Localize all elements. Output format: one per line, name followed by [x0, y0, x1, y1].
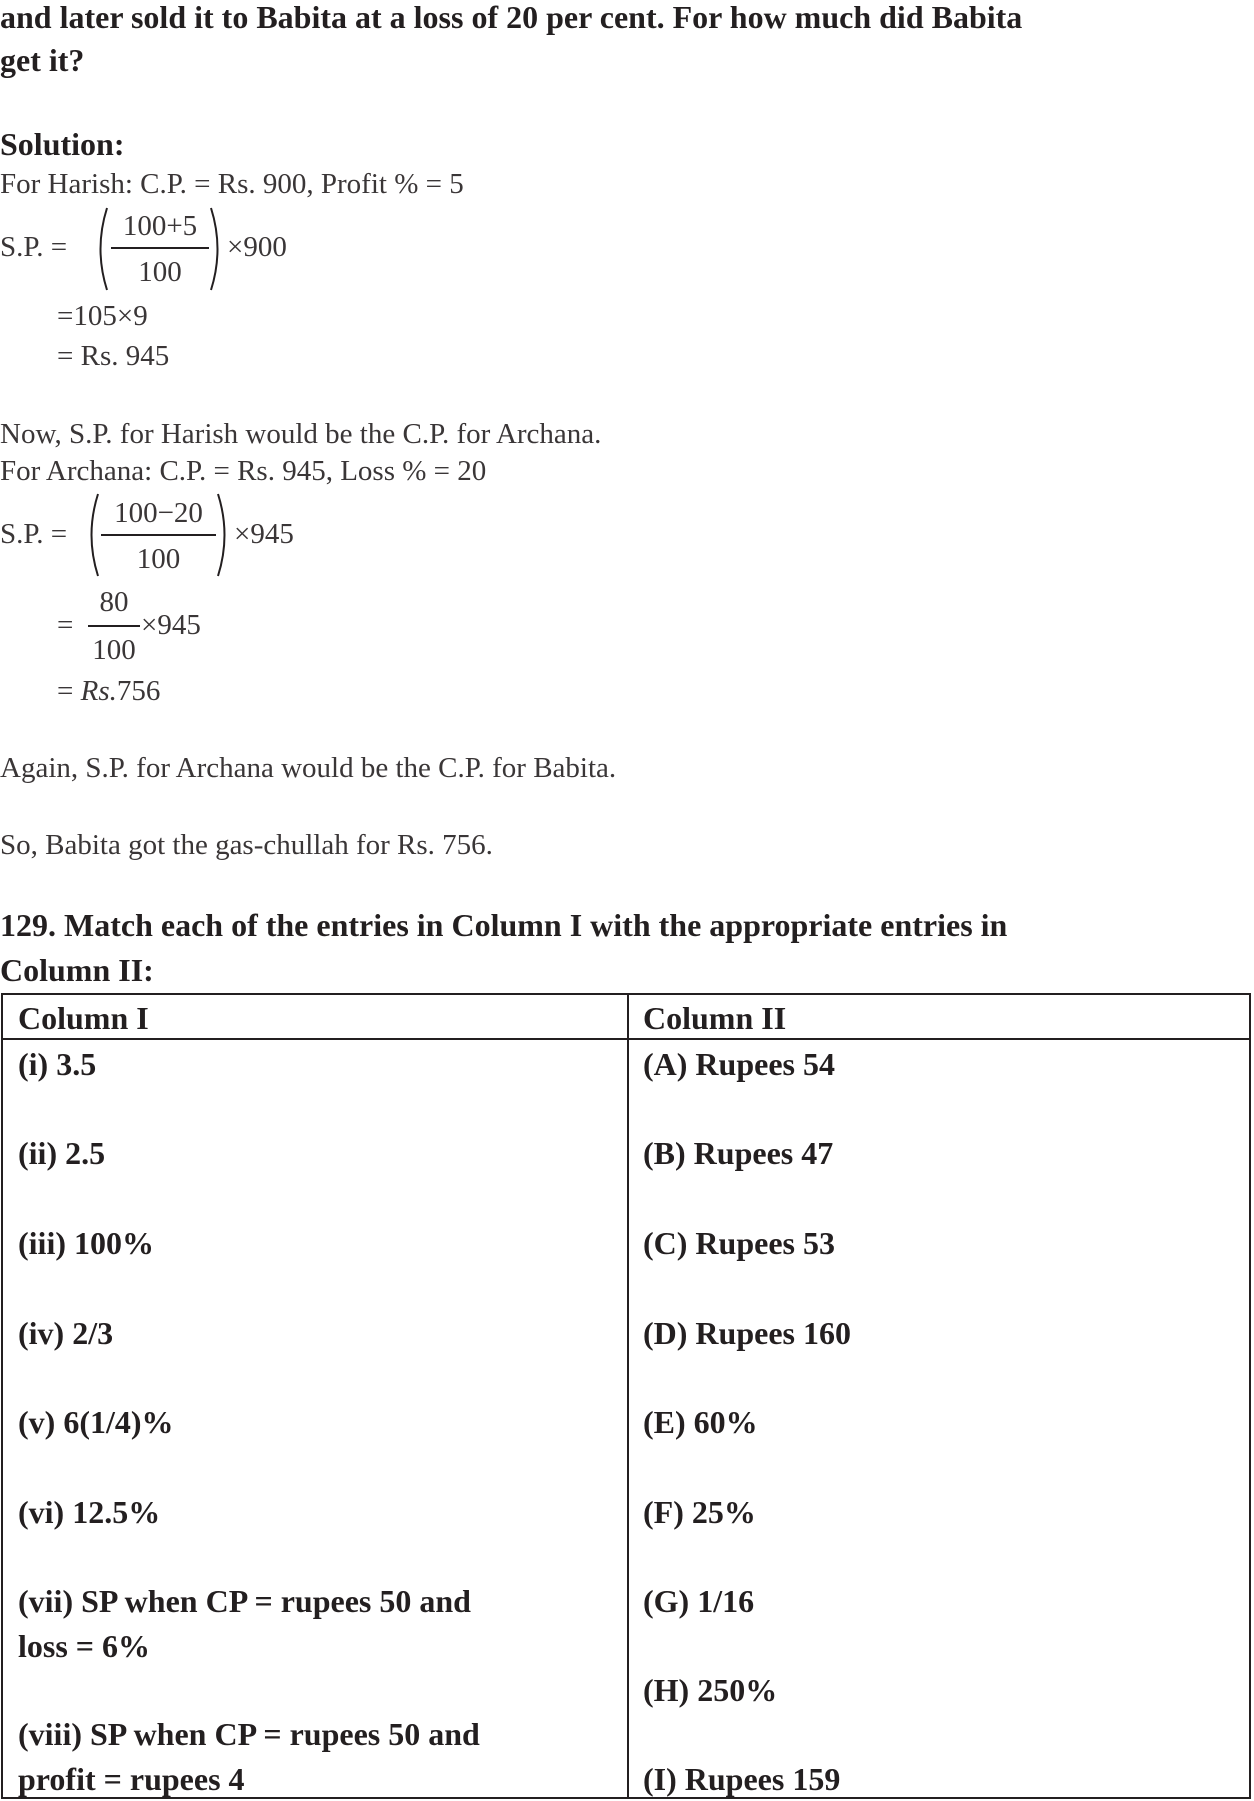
solution-heading: Solution:: [0, 126, 125, 162]
col2-item: (A) Rupees 54: [643, 1046, 835, 1082]
col1-item: loss = 6%: [18, 1628, 151, 1664]
fraction2-numerator: 100−20: [114, 497, 203, 529]
equals: =: [57, 609, 74, 641]
fraction2-denominator: 100: [136, 543, 181, 575]
col1-item: (v) 6(1/4)%: [18, 1404, 174, 1440]
col2-item: (E) 60%: [643, 1404, 758, 1440]
match-table: [1, 993, 1251, 1799]
result-value: 756: [116, 675, 161, 707]
question-line-2: get it?: [0, 42, 85, 78]
fraction3-numerator: 80: [99, 586, 129, 618]
header-column-2: Column II: [643, 1000, 787, 1036]
question-line-1: and later sold it to Babita at a loss of 20 per cent. For how much did Babita: [0, 0, 1023, 35]
col1-item: (ii) 2.5: [18, 1135, 106, 1171]
header-column-1: Column I: [18, 1000, 149, 1036]
col2-item: (F) 25%: [643, 1494, 756, 1530]
col1-item: (i) 3.5: [18, 1046, 97, 1082]
col2-item: (G) 1/16: [643, 1583, 755, 1619]
archana-given: For Archana: C.P. = Rs. 945, Loss % = 20: [0, 455, 487, 487]
col1-item: (iii) 100%: [18, 1225, 154, 1261]
q129-line-1: 129. Match each of the entries in Column I with the appropriate entries in: [0, 907, 1008, 943]
col2-item: (D) Rupees 160: [643, 1315, 851, 1351]
col2-item: (H) 250%: [643, 1672, 778, 1708]
col1-item: (vii) SP when CP = rupees 50 and: [18, 1583, 471, 1619]
col1-item: profit = rupees 4: [18, 1761, 245, 1797]
fraction3-bar: [88, 625, 140, 627]
fraction3-denominator: 100: [92, 634, 136, 666]
result-currency: Rs.: [80, 675, 117, 707]
harish-given: For Harish: C.P. = Rs. 900, Profit % = 5: [0, 168, 464, 200]
fraction1-bar: [111, 247, 209, 249]
col2-item: (I) Rupees 159: [643, 1761, 841, 1797]
sp-label: S.P. =: [0, 231, 68, 263]
left-paren-icon: [92, 206, 110, 292]
column-divider: [627, 995, 629, 1797]
step-1: =105×9: [57, 300, 148, 332]
q129-line-2: Column II:: [0, 952, 154, 988]
col2-item: (B) Rupees 47: [643, 1135, 834, 1171]
fraction2-bar: [101, 534, 216, 536]
right-paren-icon: [215, 492, 233, 578]
final-line: So, Babita got the gas-chullah for Rs. 756.: [0, 829, 493, 861]
sp-label-2: S.P. =: [0, 518, 68, 550]
fraction1-denominator: 100: [138, 256, 182, 288]
step-2: = Rs. 945: [57, 340, 170, 372]
header-divider: [3, 1038, 1249, 1040]
fraction2-multiplier: ×945: [234, 518, 294, 550]
right-paren-icon: [208, 206, 226, 292]
col1-item: (iv) 2/3: [18, 1315, 114, 1351]
result-equals: =: [57, 675, 74, 707]
again-line: Again, S.P. for Archana would be the C.P. for Babita.: [0, 752, 617, 784]
now-line: Now, S.P. for Harish would be the C.P. for Archana.: [0, 418, 602, 450]
col1-item: (viii) SP when CP = rupees 50 and: [18, 1716, 480, 1752]
col1-item: (vi) 12.5%: [18, 1494, 161, 1530]
fraction1-numerator: 100+5: [122, 210, 198, 242]
fraction1-multiplier: ×900: [227, 231, 287, 263]
col2-item: (C) Rupees 53: [643, 1225, 835, 1261]
result: [57, 671, 160, 711]
left-paren-icon: [83, 492, 101, 578]
fraction3-multiplier: ×945: [141, 609, 201, 641]
